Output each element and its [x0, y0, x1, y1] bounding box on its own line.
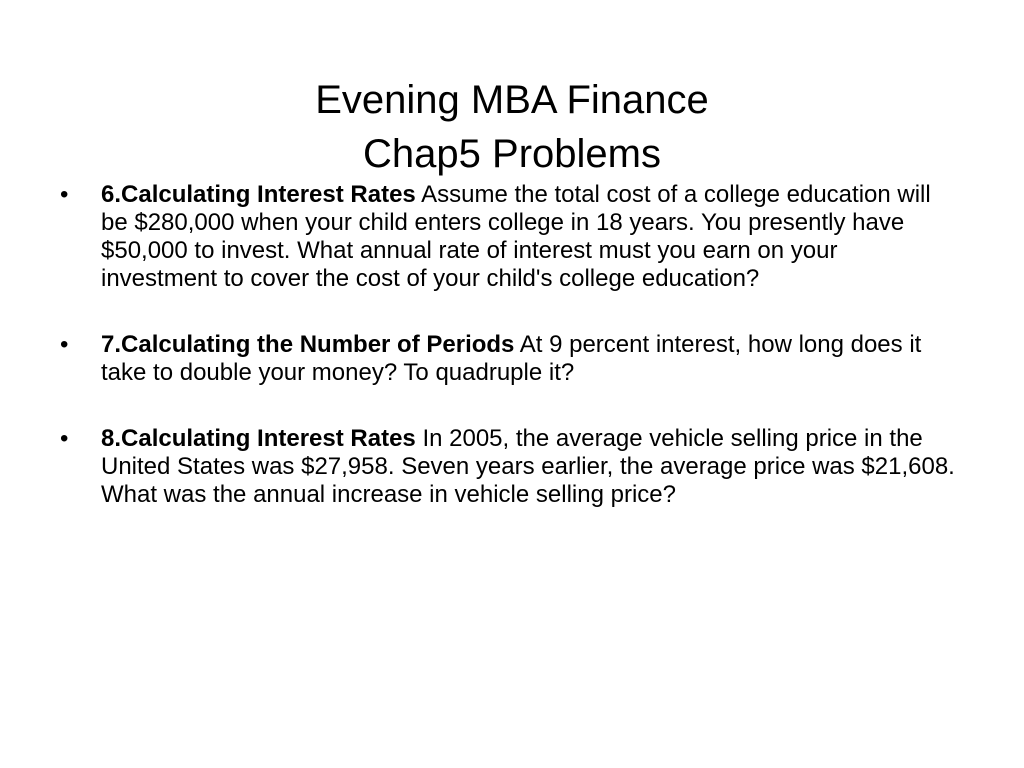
slide-title — [0, 73, 1024, 181]
problem-text: In 2005, the average vehicle selling price in the United States was $27,958. Seven years earlier, the average price was $21,608. What was the annual increase in vehicle selling price? — [101, 425, 955, 508]
bullet-dot-icon: • — [60, 331, 69, 358]
problem-item-8 — [60, 425, 960, 509]
problem-item-7 — [60, 331, 960, 387]
title-line-1: Evening MBA Finance — [315, 77, 709, 122]
problem-heading: 7.Calculating the Number of Periods — [101, 331, 515, 358]
problem-text: At 9 percent interest, how long does it take to double your money? To quadruple it? — [101, 331, 922, 386]
bullet-dot-icon: • — [60, 425, 69, 452]
problem-item-6 — [60, 181, 960, 293]
problem-heading: 8.Calculating Interest Rates — [101, 425, 416, 452]
problem-text: Assume the total cost of a college education will be $280,000 when your child enters college in 18 years. You presently have $50,000 to invest. What annual rate of interest must you earn on your investment to cover the cost of your child's college education? — [101, 181, 931, 292]
problem-list — [60, 181, 960, 547]
title-line-2: Chap5 Problems — [363, 131, 661, 176]
problem-heading: 6.Calculating Interest Rates — [101, 181, 416, 208]
bullet-dot-icon: • — [60, 181, 69, 208]
